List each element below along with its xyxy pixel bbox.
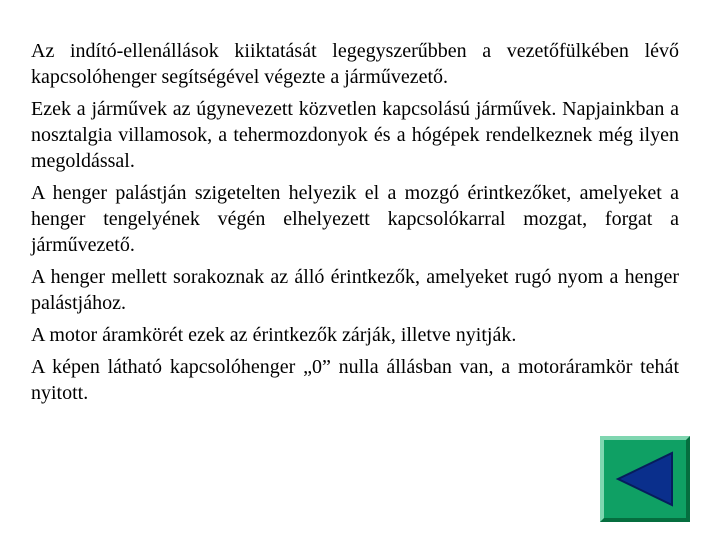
paragraph-6: A képen látható kapcsolóhenger „0” nulla állásban van, a motoráramkör tehát nyitott.	[31, 356, 679, 404]
paragraph-3: A henger palástján szigetelten helyezik el a mozgó érintkezőket, amelyeket a henger tengelyének végén elhelyezett kapcsolókarral mozgat, forgat a járművezető.	[31, 182, 679, 256]
paragraph-1: Az indító-ellenállások kiiktatását legegyszerűbben a vezetőfülkében lévő kapcsolóhenger segítségével végezte a járművezető.	[31, 40, 679, 88]
slide-text	[31, 38, 679, 412]
back-button[interactable]	[600, 436, 690, 522]
paragraph-2: Ezek a járművek az úgynevezett közvetlen kapcsolású járművek. Napjainkban a nosztalgia villamosok, a tehermozdonyok és a hógépek rendelkeznek még ilyen megoldással.	[31, 98, 679, 172]
triangle-left-icon	[614, 449, 676, 509]
paragraph-4: A henger mellett sorakoznak az álló érintkezők, amelyeket rugó nyom a henger palástjához.	[31, 266, 679, 314]
paragraph-5: A motor áramkörét ezek az érintkezők zárják, illetve nyitják.	[31, 324, 517, 346]
